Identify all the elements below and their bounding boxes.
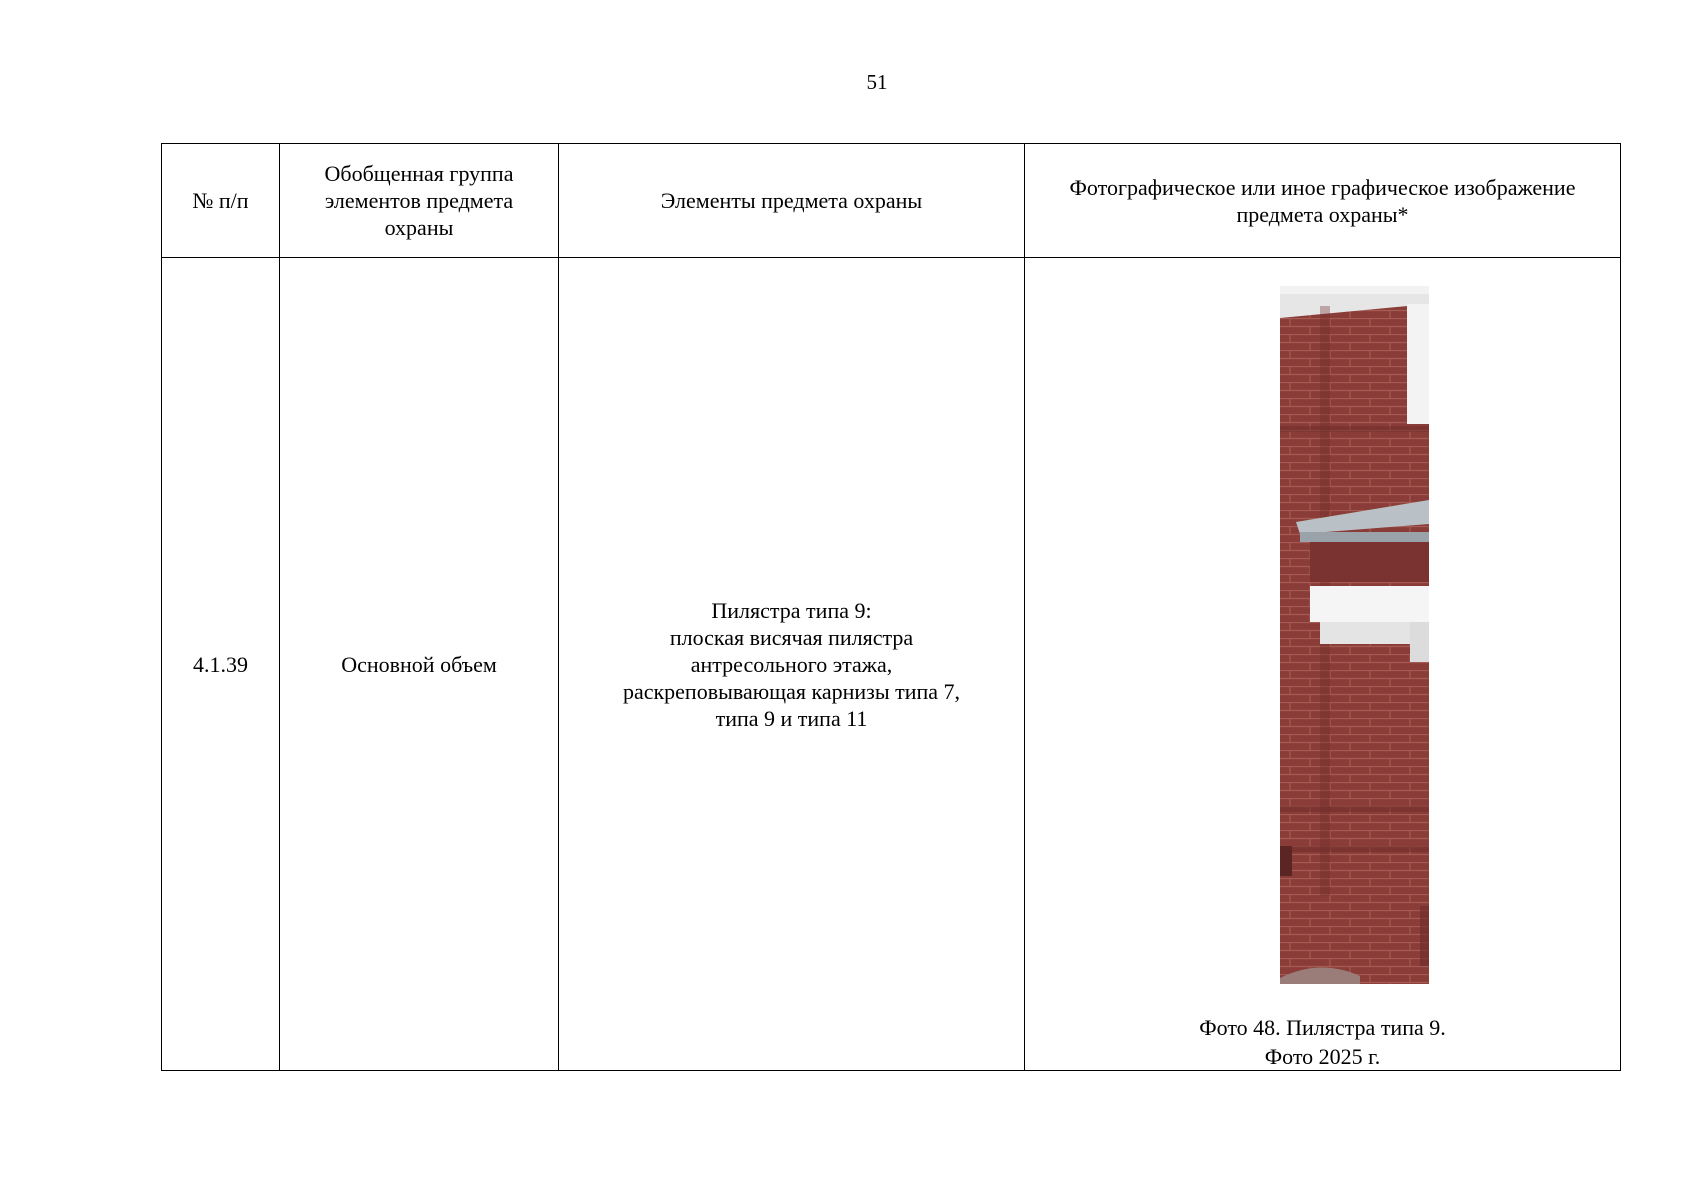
row-group: Основной объем [280,258,559,1071]
row-number: 4.1.39 [162,258,280,1071]
element-line: Пилястра типа 9: [711,597,872,623]
header-number: № п/п [162,144,280,258]
photo-caption [1025,1013,1620,1071]
row-elements [559,258,1025,1071]
caption-line: Фото 48. Пилястра типа 9. [1199,1015,1446,1040]
page-number: 51 [866,70,888,94]
element-line: типа 9 и типа 11 [715,705,868,731]
brick-pilaster-photo [1280,286,1429,984]
header-image: Фотографическое или иное графическое изображение предмета охраны* [1025,144,1621,258]
protection-table [161,143,1621,1071]
caption-line: Фото 2025 г. [1264,1044,1381,1069]
header-elements: Элементы предмета охраны [559,144,1025,258]
table-header-row [162,144,1621,258]
row-photo-cell [1025,258,1621,1071]
element-line: плоская висячая пилястра [669,624,914,650]
element-line: антресольного этажа, [690,651,893,677]
header-group: Обобщенная группа элементов предмета охраны [280,144,559,258]
table-row [162,258,1621,1071]
element-line: раскреповывающая карнизы типа 7, [622,678,961,704]
